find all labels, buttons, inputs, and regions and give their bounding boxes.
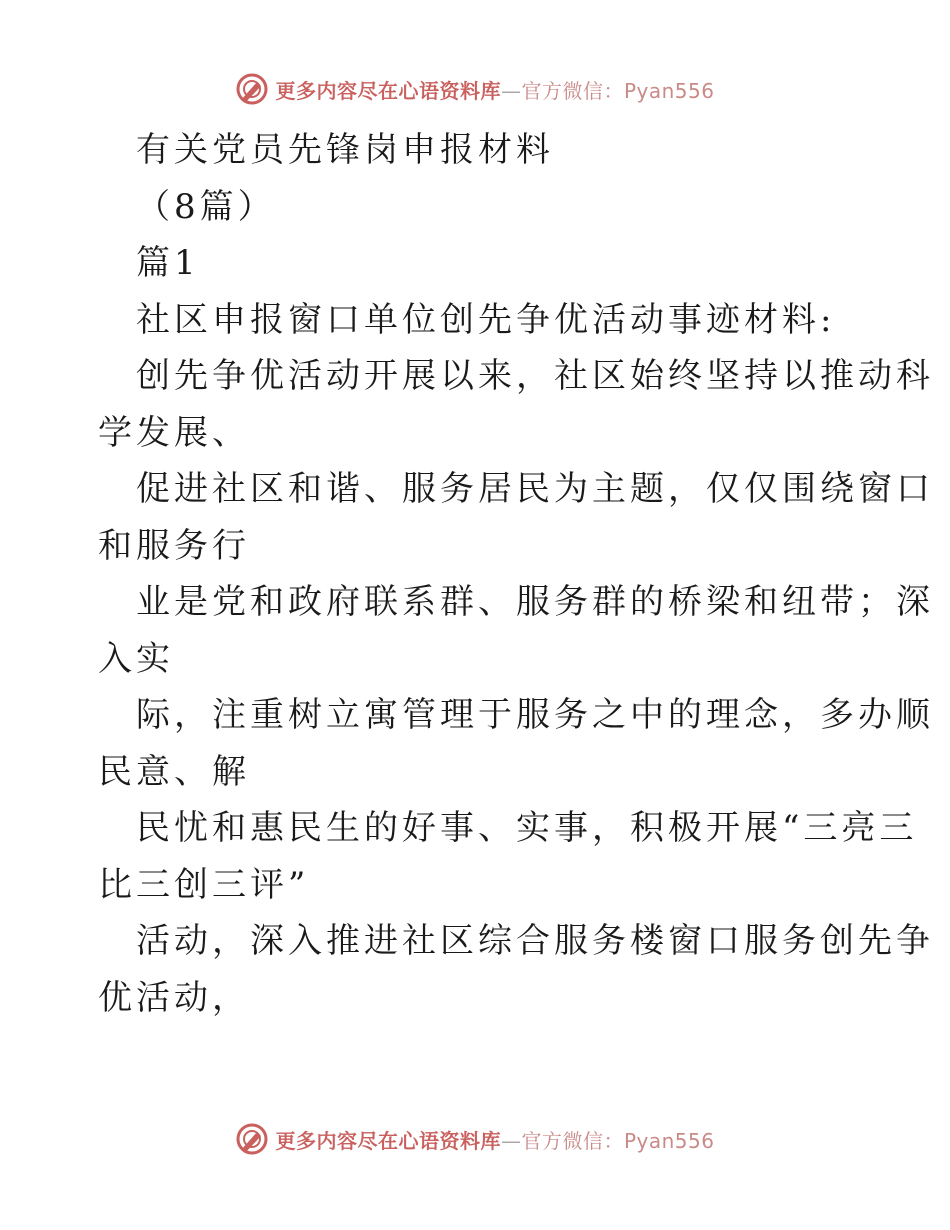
section-heading: 篇1 [136,243,200,283]
paragraph-line: 业是党和政府联系群、服务群的桥梁和纽带；深 [136,582,934,622]
watermark-text [275,1125,714,1154]
watermark-brand: 更多内容尽在心语资料库 [275,1128,501,1153]
watermark-contact: 官方微信：Pyan556 [521,1128,715,1153]
paragraph-line: 入实 [98,638,174,679]
watermark-separator: — [500,1128,522,1153]
document-body [98,122,934,1026]
paragraph-line: 民意、解 [98,751,250,792]
watermark-brand: 更多内容尽在心语资料库 [275,78,501,103]
paragraph-line: 优活动， [98,977,250,1018]
document-subtitle: （8篇） [136,186,276,227]
watermark-separator: — [500,78,522,103]
paragraph-line: 促进社区和谐、服务居民为主题，仅仅围绕窗口 [136,469,934,509]
paragraph-line: 创先争优活动开展以来，社区始终坚持以推动科 [136,356,934,396]
paragraph-line: 活动，深入推进社区综合服务楼窗口服务创先争 [136,921,934,961]
paragraph-line: 比三创三评” [98,864,310,905]
paragraph-line: 学发展、 [98,412,250,453]
pen-logo-icon [235,72,269,106]
paragraph-line: 社区申报窗口单位创先争优活动事迹材料: [136,299,836,340]
document-title: 有关党员先锋岗申报材料 [136,130,554,170]
paragraph-line: 和服务行 [98,525,250,566]
paragraph-line: 际，注重树立寓管理于服务之中的理念，多办顺 [136,695,934,735]
pen-logo-icon [235,1122,269,1156]
header-watermark [0,72,950,106]
watermark-text [275,75,714,104]
paragraph-line: 民忧和惠民生的好事、实事，积极开展“三亮三 [136,808,918,848]
footer-watermark [0,1122,950,1156]
watermark-contact: 官方微信：Pyan556 [521,78,715,103]
